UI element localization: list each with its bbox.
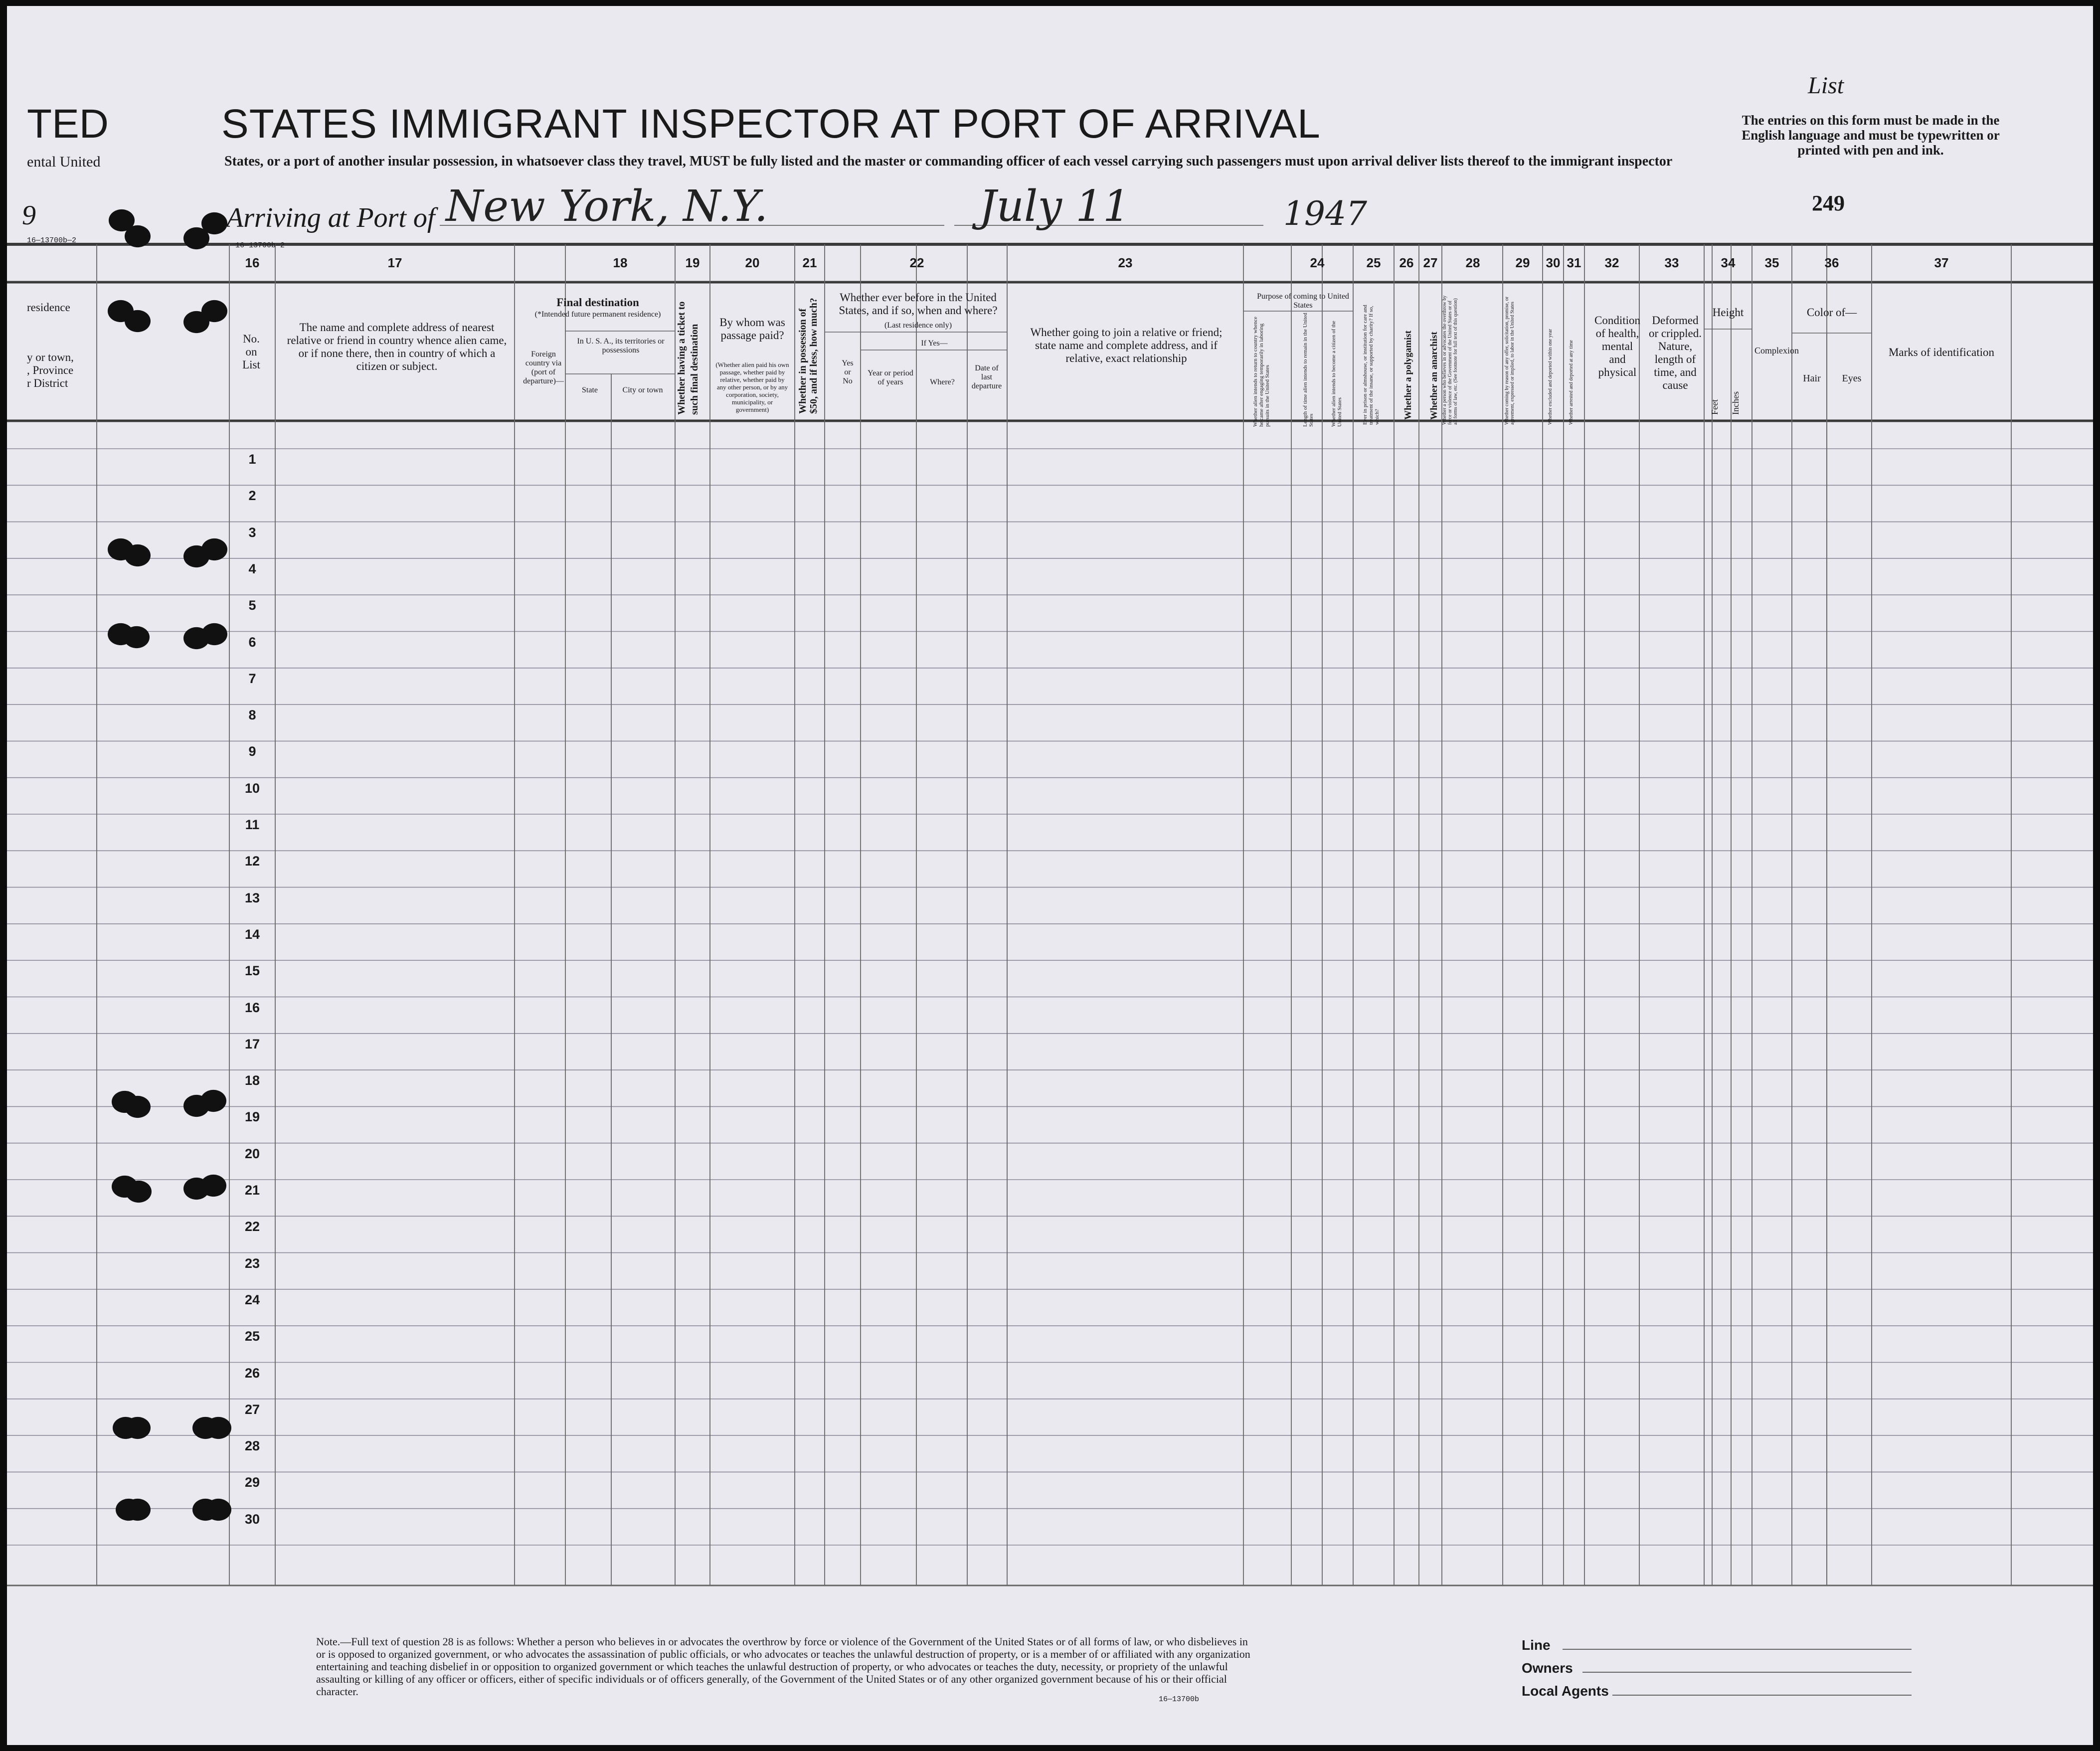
row-number: 19 <box>244 1109 260 1125</box>
left-page-title-fragment: TED <box>27 101 109 147</box>
col20-note: (Whether alien paid his own passage, whether paid by relative, whether paid by any other person, or by any corporation, society, municipality, or government) <box>715 361 789 413</box>
col36-header: Color of— <box>1806 306 1857 319</box>
row-number: 4 <box>248 561 256 576</box>
col18-foreign: Foreign country via (port of departure)— <box>523 350 564 385</box>
column-number-23: 23 <box>1118 255 1133 270</box>
col19-header: Whether having a ticket to such final destination <box>676 301 700 415</box>
column-number-30: 30 <box>1546 255 1561 270</box>
col22-date: Date of last departure <box>971 364 1002 390</box>
column-number-24: 24 <box>1310 255 1325 270</box>
row-number: 22 <box>244 1219 260 1234</box>
col20-header: By whom was passage paid? <box>719 316 785 342</box>
column-number-26: 26 <box>1399 255 1414 270</box>
residence-heading: residence <box>27 301 70 314</box>
punch-hole <box>125 1499 151 1521</box>
manifest-sheet <box>7 6 2093 1745</box>
col33-header: Deformed or crippled. Nature, length of time, and cause <box>1648 314 1702 391</box>
col24-return: Whether alien intends to return to country whence he came after engaging temporarily in laboring pursuits in the United States <box>1252 317 1270 427</box>
column-number-18: 18 <box>613 255 628 270</box>
question-28-footnote: Note.—Full text of question 28 is as follows: Whether a person who believes in or advocates the overthrow by force or violence of the Government of the United States or of all forms of law, or who disbelieves in or is opposed to organized government, or who advocates the assassination of public officials, or who advocates or teaches the unlawful destruction of property, or is a member of or affiliated with any organization entertaining and teaching disbelief in or opposition to organized government or which teaches the unlawful destruction of property, or who advocates or teaches the duty, necessity, or propriety of the unlawful assaulting or killing of any officer or officers, either of specific individuals or of officers generally, of the Government of the United States or of any other organized government because of his or their official character. <box>316 1635 1250 1698</box>
col22-year: Year or period of years <box>868 369 913 386</box>
col35-header: Complexion <box>1754 346 1799 355</box>
date-handwritten: July 11 <box>979 181 1130 231</box>
row-number: 30 <box>244 1511 260 1527</box>
row-number: 20 <box>244 1146 260 1161</box>
punch-hole <box>205 1417 231 1439</box>
arriving-label: Arriving at Port of <box>226 202 435 233</box>
row-number: 13 <box>244 890 260 905</box>
col18-title: Final destination <box>556 296 639 309</box>
left-page-subtitle-fragment: ental United <box>27 154 101 170</box>
column-number-35: 35 <box>1764 255 1779 270</box>
punch-hole <box>124 626 150 648</box>
row-number: 18 <box>244 1073 260 1088</box>
col21-header: Whether in possession of $50, and if less, how much? <box>797 298 819 414</box>
col31-header: Whether arrested and deported at any time <box>1569 340 1574 425</box>
col18-note: (*Intended future permanent residence) <box>534 310 661 319</box>
col28-header: Whether a person who believes in or advocates the overthrow by force or violence of the Government of the United States or of all forms of law, etc. (See footnote for full text of this question) <box>1442 295 1458 425</box>
row-number: 25 <box>244 1329 260 1344</box>
row-number: 8 <box>248 707 256 723</box>
col32-header: Condition of health, mental and physical <box>1594 314 1640 378</box>
col18-usa: In U. S. A., its territories or possessions <box>577 337 665 354</box>
col24-title: Purpose of coming to United States <box>1257 292 1349 310</box>
punch-hole <box>125 310 151 332</box>
col18-state: State <box>582 386 598 394</box>
col16-header: No. on List <box>242 333 260 371</box>
col37-header: Marks of identification <box>1888 346 1995 358</box>
col36-eyes: Eyes <box>1842 373 1862 384</box>
form-code-right: 16—13700b—2 <box>235 241 285 250</box>
col18-city: City or town <box>622 386 663 394</box>
row-number: 27 <box>244 1401 260 1417</box>
column-number-27: 27 <box>1423 255 1438 270</box>
row-number: 1 <box>248 452 256 467</box>
row-number: 14 <box>244 926 260 942</box>
column-number-21: 21 <box>802 255 817 270</box>
col27-header: Whether an anarchist <box>1429 332 1439 420</box>
punch-hole <box>126 1181 152 1203</box>
column-number-28: 28 <box>1465 255 1480 270</box>
punch-hole <box>201 623 227 645</box>
punch-hole <box>201 212 227 234</box>
col17-header: The name and complete address of nearest relative or friend in country whence alien came, or if none there, then in country of which a citizen or subject. <box>287 321 507 372</box>
line-label: Line <box>1522 1637 1551 1653</box>
row-number: 21 <box>244 1183 260 1198</box>
column-number-33: 33 <box>1664 255 1679 270</box>
row-number: 24 <box>244 1292 260 1307</box>
col30-header: Whether excluded and deported within one year <box>1548 329 1553 425</box>
year-handwritten: 1947 <box>1283 194 1367 233</box>
column-number-22: 22 <box>909 255 924 270</box>
row-number: 29 <box>244 1475 260 1490</box>
footer-form-code: 16—13700b <box>1159 1695 1200 1704</box>
row-number: 7 <box>248 671 256 686</box>
col22-yes-no: Yes or No <box>842 359 854 385</box>
col23-header: Whether going to join a relative or friend; state name and complete address, and if relative, exact relationship <box>1030 326 1223 364</box>
column-number-20: 20 <box>745 255 760 270</box>
punch-hole <box>205 1499 231 1521</box>
list-number: 249 <box>1812 191 1845 215</box>
col36-hair: Hair <box>1803 373 1821 384</box>
punch-hole <box>125 544 151 566</box>
left-page-number-fragment: 9 <box>22 200 36 231</box>
column-number-34: 34 <box>1721 255 1736 270</box>
row-number: 15 <box>244 963 260 979</box>
local-agents-label: Local Agents <box>1522 1683 1609 1699</box>
page-title: STATES IMMIGRANT INSPECTOR AT PORT OF ARRIVAL <box>221 101 1321 147</box>
col24-length: Length of time alien intends to remain in the United States <box>1302 313 1314 427</box>
punch-hole <box>125 1417 151 1439</box>
col34-feet: Feet <box>1710 399 1720 415</box>
row-number: 12 <box>244 854 260 869</box>
punch-hole <box>201 300 227 322</box>
owners-label: Owners <box>1522 1660 1573 1676</box>
port-handwritten: New York, N.Y. <box>446 181 768 231</box>
col26-header: Whether a polygamist <box>1403 330 1413 420</box>
column-number-19: 19 <box>685 255 700 270</box>
column-number-37: 37 <box>1934 255 1949 270</box>
column-number-32: 32 <box>1604 255 1619 270</box>
row-number: 23 <box>244 1255 260 1271</box>
instructions-notice: The entries on this form must be made in the English language and must be typewritten or printed with pen and ink. <box>1742 113 2000 158</box>
page-subtitle: States, or a port of another insular possession, in whatsoever class they travel, MUST be fully listed and the master or commanding officer of each vessel carrying such passengers must upon arrival deliver lists thereof to the immigrant inspector <box>224 154 1673 169</box>
col34-inches: Inches <box>1731 391 1741 415</box>
col22-where: Where? <box>930 378 955 386</box>
col29-header: Whether coming by reason of any offer, solicitation, promise, or agreement, expressed or implied, to labor in the United States <box>1504 296 1515 425</box>
list-label: List <box>1808 72 1844 99</box>
row-number: 2 <box>248 488 256 504</box>
col25-header: Ever in prison or almshouse, or institution for care and treatment of the insane, or supported by charity? If so, which? <box>1362 305 1380 425</box>
col22-note: (Last residence only) <box>884 321 952 330</box>
col24-citizen: Whether alien intends to become a citizen of the United States <box>1331 321 1343 427</box>
form-code-left: 16—13700b—2 <box>27 236 77 245</box>
column-number-36: 36 <box>1824 255 1839 270</box>
column-number-29: 29 <box>1515 255 1530 270</box>
row-number: 17 <box>244 1036 260 1051</box>
town-heading: y or town, , Province r District <box>27 351 74 389</box>
column-number-17: 17 <box>387 255 402 270</box>
column-number-16: 16 <box>245 255 260 270</box>
row-number: 5 <box>248 598 256 613</box>
row-number: 3 <box>248 525 256 540</box>
row-number: 26 <box>244 1365 260 1381</box>
col22-title: Whether ever before in the United States, and if so, when and where? <box>839 291 998 317</box>
column-number-25: 25 <box>1366 255 1381 270</box>
punch-hole <box>125 1096 151 1118</box>
column-number-31: 31 <box>1567 255 1581 270</box>
punch-hole <box>200 1090 226 1112</box>
row-number: 11 <box>245 817 260 832</box>
row-number: 28 <box>244 1438 260 1454</box>
row-number: 16 <box>244 1000 260 1015</box>
col22-if-yes: If Yes— <box>921 339 948 348</box>
row-number: 9 <box>248 744 256 759</box>
punch-hole <box>201 538 227 560</box>
row-number: 6 <box>248 634 256 650</box>
punch-hole <box>125 225 151 247</box>
col34-header: Height <box>1712 306 1744 319</box>
row-number: 10 <box>244 780 260 796</box>
punch-hole <box>200 1175 226 1197</box>
